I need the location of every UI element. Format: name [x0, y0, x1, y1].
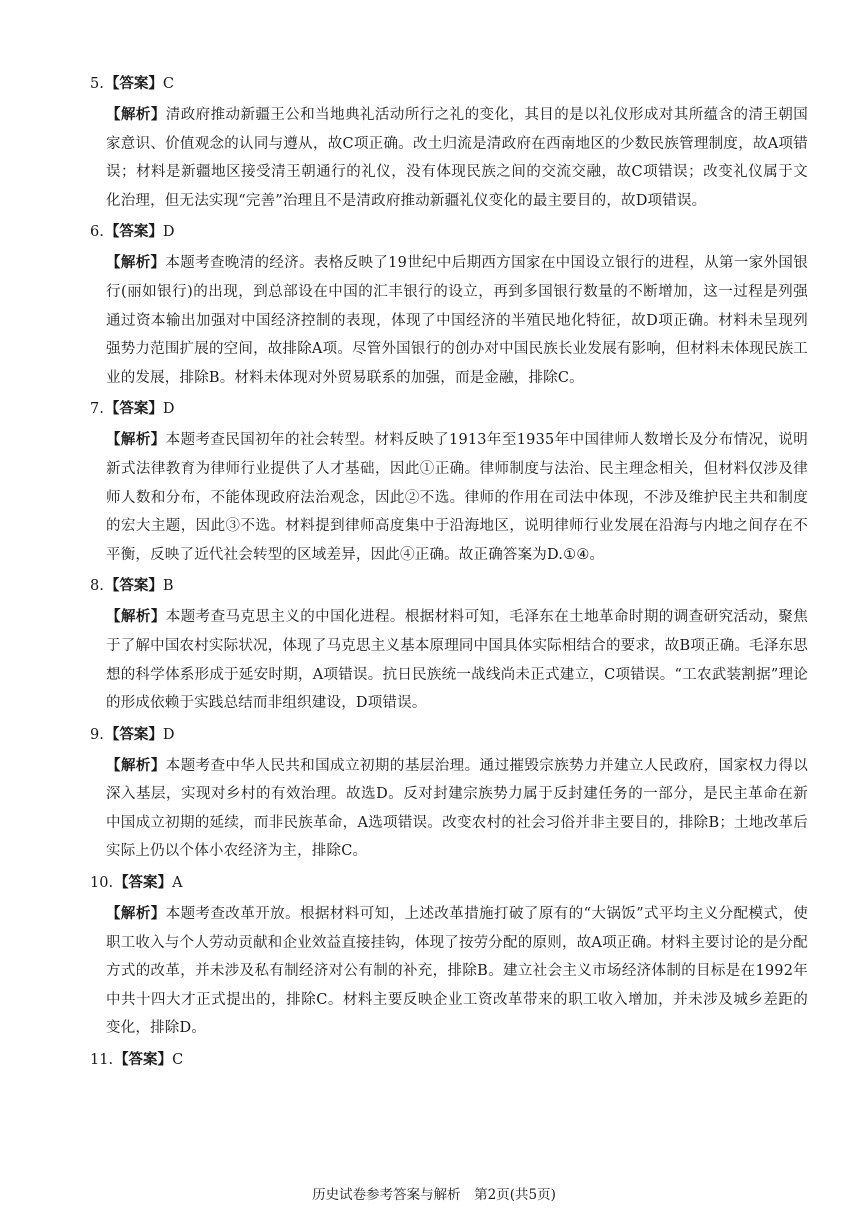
answer-tag: 【答案】	[114, 1051, 173, 1069]
analysis-tag: 【解析】	[106, 608, 166, 626]
answer-line	[90, 873, 808, 893]
answer-tag: 【答案】	[104, 577, 163, 595]
answer-value: A	[172, 875, 183, 892]
analysis-paragraph	[90, 426, 808, 569]
question-number: 10.	[90, 875, 114, 892]
answer-tag: 【答案】	[104, 75, 163, 92]
answer-value: D	[162, 224, 175, 241]
item-6	[90, 222, 808, 392]
answer-value: D	[162, 726, 175, 743]
answer-line	[90, 576, 808, 596]
analysis-text: 本题考查改革开放。根据材料可知，上述改革措施打破了原有的“大锅饭”式平均主义分配模式，使职工收入与个人劳动贡献和企业效益直接挂钩，体现了按劳分配的原则，故A项正确。材料主要讨论的是分配方式的改革，并未涉及私有制经济对公有制的补充，排除B。建立社会主义市场经济体制的目标是在1992年中共十四大才正式提出的，排除C。材料主要反映企业工资改革带来的职工收入增加，并未涉及城乡差距的变化，排除D。	[106, 906, 808, 1037]
analysis-tag: 【解析】	[106, 106, 166, 123]
item-10	[90, 873, 808, 1043]
question-number: 8.	[90, 578, 104, 595]
answer-tag: 【答案】	[104, 400, 163, 418]
analysis-paragraph	[90, 900, 808, 1043]
answer-value: C	[162, 76, 174, 92]
answer-tag: 【答案】	[104, 223, 163, 241]
analysis-tag: 【解析】	[106, 756, 166, 774]
answer-line	[90, 725, 808, 745]
analysis-paragraph	[90, 603, 808, 717]
answer-value: C	[172, 1052, 184, 1069]
answer-line	[90, 1050, 808, 1070]
item-9	[90, 725, 808, 866]
answer-tag: 【答案】	[104, 725, 163, 743]
analysis-text: 本题考查中华人民共和国成立初期的基层治理。通过摧毁宗族势力并建立人民政府，国家权力得以深入基层，实现对乡村的有效治理。故选D。反对封建宗族势力属于反封建任务的一部分，是民主革命在新中国成立初期的延续，而非民族革命，A选项错误。改变农村的社会习俗并非主要目的，排除B；土地改革后实际上仍以个体小农经济为主，排除C。	[106, 757, 808, 860]
question-number: 5.	[90, 76, 104, 92]
analysis-text: 本题考查马克思主义的中国化进程。根据材料可知，毛泽东在土地革命时期的调查研究活动，聚焦于了解中国农村实际状况，体现了马克思主义基本原理同中国具体实际相结合的要求，故B项正确。毛泽东思想的科学体系形成于延安时期，A项错误。抗日民族统一战线尚未正式建立，C项错误。“工农武装割据”理论的形成依赖于实践总结而非组织建设，D项错误。	[106, 609, 808, 712]
question-number: 6.	[90, 224, 104, 241]
answer-line	[90, 74, 808, 94]
analysis-tag: 【解析】	[106, 254, 166, 272]
analysis-paragraph	[90, 249, 808, 392]
answer-value: B	[162, 578, 174, 595]
analysis-text: 本题考查晚清的经济。表格反映了19世纪中后期西方国家在中国设立银行的进程，从第一家外国银行(丽如银行)的出现，到总部设在中国的汇丰银行的设立，再到多国银行数量的不断增加，这一过程是列强通过资本输出加强对中国经济控制的表现，体现了中国经济的半殖民地化特征，故D项正确。材料未呈现列强势力范围扩展的空间，故排除A项。尽管外国银行的创办对中国民族长业发展有影响，但材料未体现民族工业的发展，排除B。材料未体现对外贸易联系的加强，而是金融，排除C。	[106, 255, 808, 386]
question-number: 7.	[90, 401, 104, 418]
item-7	[90, 399, 808, 569]
analysis-text: 本题考查民国初年的社会转型。材料反映了1913年至1935年中国律师人数增长及分布情况，说明新式法律教育为律师行业提供了人才基础，因此①正确。律师制度与法治、民主理念相关，但材料仅涉及律师人数和分布，不能体现政府法治观念，因此②不选。律师的作用在司法中体现，不涉及维护民主共和制度的宏大主题，因此③不选。材料提到律师高度集中于沿海地区，说明律师行业发展在沿海与内地之间存在不平衡，反映了近代社会转型的区域差异，因此④正确。故正确答案为D.①④。	[106, 432, 808, 563]
answer-tag: 【答案】	[114, 874, 173, 892]
analysis-paragraph	[90, 752, 808, 866]
item-11	[90, 1050, 808, 1070]
question-number: 11.	[90, 1052, 114, 1069]
analysis-tag: 【解析】	[106, 431, 166, 449]
page-footer: 历史试卷参考答案与解析 第2页(共5页)	[312, 1187, 556, 1203]
item-8	[90, 576, 808, 717]
analysis-tag: 【解析】	[106, 905, 166, 923]
analysis-paragraph	[90, 101, 808, 215]
answer-value: D	[162, 401, 175, 418]
analysis-text: 清政府推动新疆王公和当地典礼活动所行之礼的变化，其目的是以礼仪形成对其所蕴含的清王朝国家意识、价值观念的认同与遵从，故C项正确。改土归流是清政府在西南地区的少数民族管理制度，故A项错误；材料是新疆地区接受清王朝通行的礼仪，没有体现民族之间的交流交融，故C项错误；改变礼仪属于文化治理，但无法实现“完善”治理且不是清政府推动新疆礼仪变化的最主要目的，故D项错误。	[106, 107, 808, 209]
question-number: 9.	[90, 726, 104, 743]
item-5	[90, 74, 808, 215]
answer-line	[90, 399, 808, 419]
answer-line	[90, 222, 808, 242]
